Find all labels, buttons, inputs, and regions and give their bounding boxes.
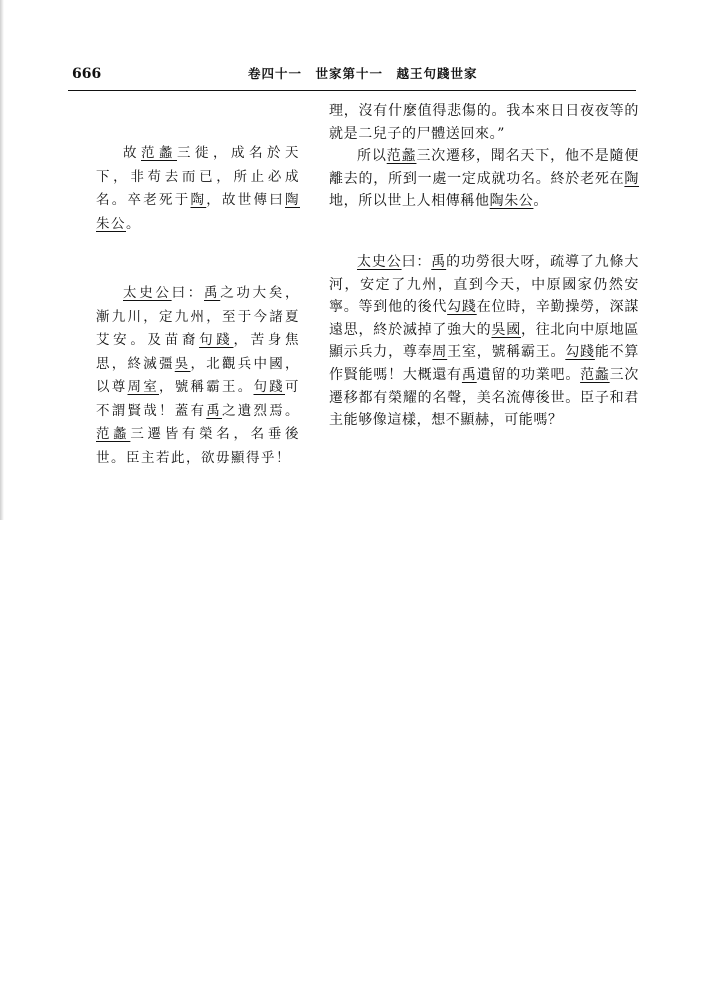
text-run: 三次遷移都有榮耀的名聲，美名流傳後世。臣子和君主能够像這樣，想不顯赫，可能嗎？ [329, 366, 640, 429]
proper-name: 勾踐 [447, 299, 477, 316]
proper-name: 陶 [190, 192, 207, 208]
text-run: 三遷皆有榮名，名垂後世。臣主若此，欲毋顯得乎！ [96, 426, 301, 466]
proper-name: 太史公 [123, 285, 172, 301]
text-run: 的功勞很大呀，疏導了九條大河，安定了九州，直到今天，中原國家仍然安寧。等到他的後代 [329, 253, 639, 316]
proper-name: 范蠡 [141, 145, 177, 161]
text-run: ，往北向中原地區顯示兵力，尊奉 [329, 321, 639, 361]
text-run: 可不謂賢哉！蓋有 [96, 379, 300, 419]
classical-text-column [96, 142, 300, 470]
proper-name: 周 [432, 344, 448, 361]
proper-name: 陶朱公 [489, 193, 534, 210]
text-run: 能不算作賢能嗎！大概還有 [329, 344, 640, 383]
proper-name: 勾踐 [565, 344, 595, 361]
proper-name: 范蠡 [386, 148, 417, 165]
text-run: 。 [533, 193, 549, 210]
proper-name: 句踐 [253, 379, 285, 395]
text-run: 。 [126, 215, 141, 232]
text-run: 王室，號稱霸王。 [447, 344, 566, 361]
proper-name: 禹 [206, 402, 222, 419]
text-run: 理，沒有什麼值得悲傷的。我本來日日夜夜等的就是二兒子的尸體送回來。” [329, 103, 639, 142]
paragraph-spacer [329, 213, 639, 251]
text-run: 三次遷移，聞名天下，他不是隨便離去的，所到一處一定成就功名。終於老死在 [329, 148, 640, 187]
classical-paragraph-1 [96, 142, 300, 236]
proper-name: 陶朱公 [96, 192, 300, 232]
paragraph-spacer [96, 236, 300, 282]
text-run: 遺留的功業吧。 [476, 366, 581, 383]
text-run: ，故世傳曰 [206, 192, 285, 208]
header-rule [68, 90, 636, 91]
translation-paragraph-1 [329, 145, 639, 213]
translation-paragraph-continued [329, 100, 639, 145]
text-run: ，北觀兵中國，以尊 [96, 355, 300, 395]
text-run: 之功大矣，漸九川，定九州，至于今諸夏艾安。及苗裔 [96, 285, 301, 348]
proper-name: 句踐 [199, 332, 234, 348]
text-run: ，號稱霸王。 [159, 379, 254, 395]
translation-text-column [329, 100, 639, 432]
running-head: 卷四十一 世家第十一 越王句踐世家 [248, 66, 478, 81]
binding-edge-shadow [0, 0, 4, 520]
text-run: 所以 [357, 148, 387, 165]
proper-name: 吳國 [491, 321, 522, 338]
text-run: 地，所以世上人相傳稱他 [329, 193, 490, 210]
text-run: 在位時，辛勤操勞，深謀遠思，終於滅掉了強大的 [329, 299, 639, 338]
proper-name: 范蠡 [96, 426, 131, 442]
text-run: ，苦身焦思，終滅彊 [96, 332, 301, 372]
text-run: 之遺烈焉。 [222, 402, 300, 419]
text-run: 三徙，成名於天下，非苟去而已，所止必成名。卒老死于 [96, 145, 300, 208]
proper-name: 周室 [127, 379, 159, 395]
proper-name: 禹 [204, 285, 221, 301]
proper-name: 陶 [624, 170, 639, 187]
text-run: 曰： [171, 285, 205, 301]
proper-name: 太史公 [357, 253, 402, 270]
proper-name: 禹 [431, 253, 447, 270]
text-run: 故 [123, 145, 141, 161]
text-run: 曰： [401, 253, 432, 270]
classical-paragraph-2 [96, 282, 300, 470]
page-number: 666 [72, 66, 102, 82]
proper-name: 吳 [174, 355, 191, 372]
proper-name: 范蠡 [580, 366, 610, 383]
proper-name: 禹 [461, 366, 477, 383]
translation-paragraph-2 [329, 251, 639, 432]
